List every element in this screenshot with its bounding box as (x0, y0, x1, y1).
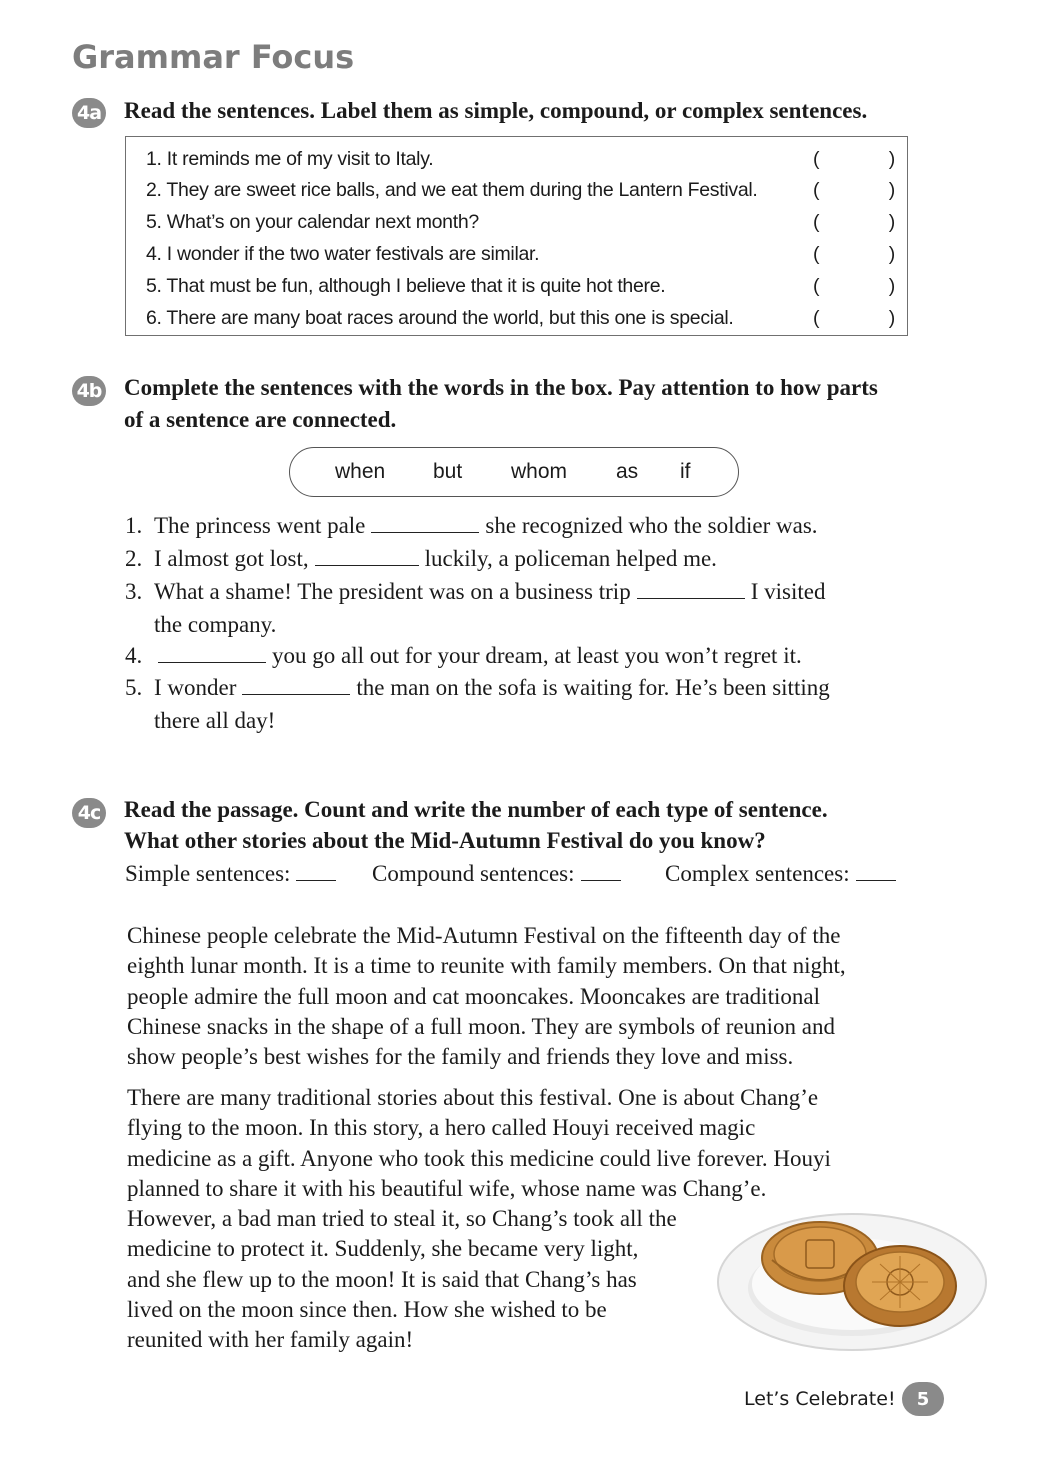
page-number: 5 (902, 1382, 944, 1416)
sentence-text: 5. That must be fun, although I believe that it is quite hot there. (146, 275, 666, 297)
passage-line: medicine to protect it. Suddenly, she became very light, (127, 1236, 639, 1262)
passage-line: show people’s best wishes for the family and friends they love and miss. (127, 1044, 794, 1070)
answer-blank[interactable] (242, 693, 350, 695)
count-blank-simple[interactable] (296, 879, 336, 881)
word-box (289, 447, 739, 497)
sentence-text: 1. It reminds me of my visit to Italy. (146, 148, 434, 170)
sentence-text: 6. There are many boat races around the world, but this one is special. (146, 307, 734, 329)
passage-line: and she flew up to the moon! It is said that Chang’s has (127, 1266, 637, 1292)
sentence-row: 6. There are many boat races around the world, but this one is special. ( ) (146, 307, 895, 329)
fill-sentence-4: you go all out for your dream, at least you won’t regret it. (154, 643, 802, 669)
word-option: but (433, 460, 463, 483)
instruction-4c-line1: Read the passage. Count and write the number of each type of sentence. (124, 797, 828, 822)
item-number: 1. (125, 513, 143, 538)
item-number: 5. (125, 675, 143, 700)
section-badge-4c: 4c (72, 798, 106, 828)
item-number: 2. (125, 546, 143, 571)
passage-line: planned to share it with his beautiful wife, whose name was Chang’e. (127, 1175, 767, 1201)
unit-title: Let’s Celebrate! (744, 1388, 896, 1410)
fill-sentence-3-cont: the company. (154, 612, 277, 637)
passage-line: There are many traditional stories about this festival. One is about Chang’e (127, 1085, 819, 1110)
page-title: Grammar Focus (72, 38, 355, 76)
answer-blank[interactable] (371, 531, 479, 533)
sentence-box-4a (125, 136, 908, 336)
count-blank-compound[interactable] (581, 879, 621, 881)
answer-blank[interactable] (158, 661, 266, 663)
instruction-4a: Read the sentences. Label them as simple, compound, or complex sentences. (124, 98, 868, 123)
passage-paragraph-1 (127, 921, 846, 1072)
sentence-text: 4. I wonder if the two water festivals are similar. (146, 243, 540, 265)
fill-sentence-5-cont: there all day! (154, 708, 276, 733)
passage-line: medicine as a gift. Anyone who took this medicine could live forever. Houyi (127, 1145, 831, 1171)
count-complex: Complex sentences: (665, 861, 902, 887)
fill-sentence-2: I almost got lost, luckily, a policeman helped me. (154, 546, 717, 571)
mooncake-plate-illustration (712, 1200, 992, 1360)
sentence-row: 4. I wonder if the two water festivals are similar. ( ) (146, 243, 895, 265)
sentence-row: 5. What’s on your calendar next month? ( ) (146, 211, 895, 233)
section-badge-4b: 4b (72, 376, 106, 406)
sentence-row: 1. It reminds me of my visit to Italy. ( ) (146, 148, 895, 170)
passage-line: reunited with her family again! (127, 1327, 414, 1353)
fill-sentence-1: The princess went pale she recognized who the soldier was. (154, 513, 818, 538)
passage-line: However, a bad man tried to steal it, so Chang’s took all the (127, 1206, 677, 1232)
sentence-row: 5. That must be fun, although I believe that it is quite hot there. ( ) (146, 275, 895, 297)
word-option: when (335, 460, 386, 483)
sentence-text: 5. What’s on your calendar next month? (146, 211, 479, 233)
passage-line: people admire the full moon and cat mooncakes. Mooncakes are traditional (127, 983, 820, 1009)
item-number: 4. (125, 643, 143, 668)
fill-sentence-3: What a shame! The president was on a business trip I visited (154, 579, 826, 604)
word-option: as (616, 460, 639, 483)
section-badge-4a: 4a (72, 98, 106, 128)
passage-line: Chinese people celebrate the Mid-Autumn Festival on the fifteenth day of the (127, 923, 841, 948)
fill-sentence-5: I wonder the man on the sofa is waiting for. He’s been sitting (154, 675, 830, 700)
sentence-row: 2. They are sweet rice balls, and we eat them during the Lantern Festival. ( ) (146, 179, 895, 201)
instruction-4b-line1: Complete the sentences with the words in the box. Pay attention to how parts (124, 375, 878, 400)
word-option: if (680, 460, 691, 483)
passage-line: Chinese snacks in the shape of a full moon. They are symbols of reunion and (127, 1013, 835, 1039)
count-simple: Simple sentences: (125, 861, 342, 887)
item-number: 3. (125, 579, 143, 604)
word-option: whom (511, 460, 568, 483)
answer-blank[interactable] (315, 564, 419, 566)
instruction-4b-line2: of a sentence are connected. (124, 407, 397, 432)
passage-line: flying to the moon. In this story, a hero called Houyi received magic (127, 1115, 756, 1141)
count-compound: Compound sentences: (372, 861, 627, 887)
sentence-text: 2. They are sweet rice balls, and we eat them during the Lantern Festival. (146, 179, 758, 201)
passage-line: lived on the moon since then. How she wished to be (127, 1297, 607, 1323)
passage-line: eighth lunar month. It is a time to reunite with family members. On that night, (127, 953, 846, 979)
instruction-4c-line2: What other stories about the Mid-Autumn Festival do you know? (124, 828, 766, 853)
answer-blank[interactable] (637, 597, 745, 599)
count-blank-complex[interactable] (856, 879, 896, 881)
